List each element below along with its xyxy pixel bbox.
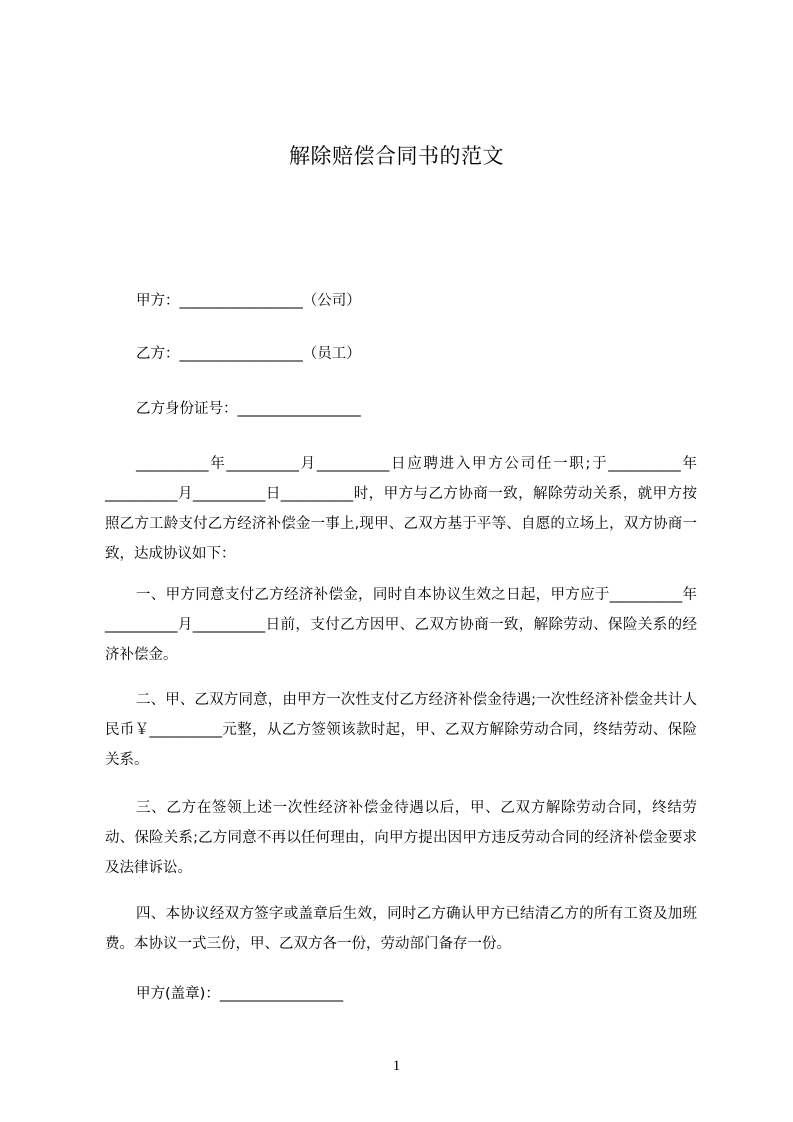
clause-1-paragraph: 一、甲方同意支付乙方经济补偿金，同时自本协议生效之日起，甲方应于__________年__________月__________日前，支付乙方因甲、乙双方协商一致，解除劳动、保险关系的经济补偿金。: [105, 587, 697, 663]
clause-2-paragraph: 二、甲、乙双方同意，由甲方一次性支付乙方经济补偿金待遇;一次性经济补偿金共计人民币￥__________元整，从乙方签领该款时起，甲、乙双方解除劳动合同，终结劳动、保险关系。: [105, 692, 697, 768]
page-number: 1: [392, 1058, 401, 1074]
party-b-line: 乙方：_________________（员工）: [136, 346, 361, 362]
intro-paragraph: __________年__________月__________日应聘进入甲方公司任一职;于__________年__________月__________日__________时，甲方与乙方协商一致，解除劳动关系，就甲方按照乙方工龄支付乙方经济补偿金一事上,现甲、乙双方基于平等、自愿的立场上，双方协商一致，达成协议如下：: [105, 456, 697, 562]
party-a-line: 甲方：_________________（公司）: [136, 293, 361, 309]
clause-4-paragraph: 四、本协议经双方签字或盖章后生效，同时乙方确认甲方已结清乙方的所有工资及加班费。本协议一式三份，甲、乙双方各一份，劳动部门备存一份。: [105, 906, 697, 952]
party-b-id-line: 乙方身份证号：_________________: [136, 401, 361, 417]
document-title: 解除赔偿合同书的范文: [289, 144, 504, 168]
clause-3-paragraph: 三、乙方在签领上述一次性经济补偿金待遇以后，甲、乙双方解除劳动合同，终结劳动、保险关系;乙方同意不再以任何理由，向甲方提出因甲方违反劳动合同的经济补偿金要求及法律诉讼。: [105, 800, 697, 876]
party-a-seal-line: 甲方(盖章)：_________________: [136, 986, 344, 1002]
